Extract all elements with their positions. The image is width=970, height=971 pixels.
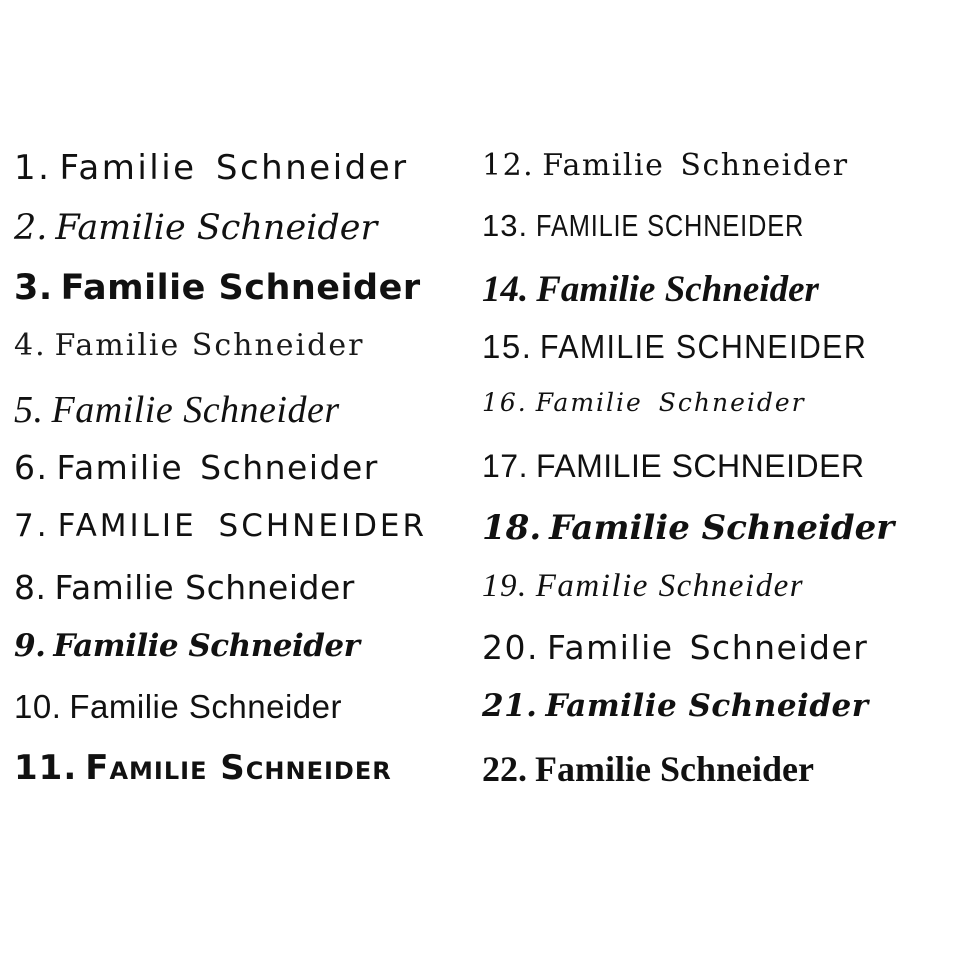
list-item-number: 17. <box>482 448 528 484</box>
list-item[interactable] <box>482 448 970 508</box>
list-item[interactable] <box>482 748 970 808</box>
list-item-sample: Familie Schneider <box>55 208 378 248</box>
list-item-sample: Familie Schneider <box>60 268 421 308</box>
list-item-sample: Familie Schneider <box>546 628 869 667</box>
list-item-number: 21. <box>482 688 538 724</box>
list-item-number: 8. <box>14 568 47 607</box>
list-item-number: 2. <box>14 208 48 248</box>
list-item-number: 20. <box>482 628 539 667</box>
list-item-number: 9. <box>14 628 46 664</box>
list-item[interactable] <box>482 148 970 208</box>
list-item-number: 11. <box>14 748 78 788</box>
list-item-number: 12. <box>482 148 535 183</box>
list-item[interactable] <box>482 388 970 448</box>
list-item[interactable] <box>14 508 480 568</box>
list-item-number: 3. <box>14 268 53 308</box>
list-item[interactable] <box>14 568 480 628</box>
list-item-number: 6. <box>14 448 49 487</box>
list-item-sample: Familie Schneider <box>542 148 849 183</box>
list-item-sample: Familie Schneider <box>53 628 360 664</box>
list-item[interactable] <box>482 268 970 328</box>
list-item-sample: Familie Schneider <box>549 508 895 548</box>
list-item-number: 14. <box>482 269 529 310</box>
list-item-sample: Familie Schneider <box>51 389 340 431</box>
list-item-sample: Familie Schneider <box>56 448 379 487</box>
list-item-number: 19. <box>482 568 528 604</box>
list-item-sample: Familie Schneider <box>535 388 806 417</box>
list-item-sample: FAMILIE SCHNEIDER <box>535 448 865 484</box>
list-item-sample: FAMILIE SCHNEIDER <box>57 508 428 544</box>
list-item[interactable] <box>482 628 970 688</box>
list-item[interactable] <box>482 328 970 388</box>
list-item[interactable] <box>14 388 480 448</box>
list-item[interactable] <box>14 628 480 688</box>
list-item[interactable] <box>482 208 970 268</box>
list-item-number: 4. <box>14 328 47 363</box>
list-item-sample: FAMILIE SCHNEIDER <box>536 208 805 243</box>
list-item[interactable] <box>482 688 970 748</box>
list-item-sample: Familie Schneider <box>85 748 392 788</box>
list-item[interactable] <box>482 568 970 628</box>
list-item-number: 13. <box>482 208 529 243</box>
list-item-number: 5. <box>14 389 44 431</box>
font-sample-columns <box>0 148 970 808</box>
list-item-number: 16. <box>482 388 528 417</box>
list-item[interactable] <box>14 268 480 328</box>
list-item-sample: Familie Schneider <box>54 328 365 363</box>
list-item-number: 15. <box>482 328 533 365</box>
list-item-sample: Familie Schneider <box>535 568 805 604</box>
list-item-number: 22. <box>482 749 527 789</box>
list-item-sample: Familie Schneider <box>54 568 355 607</box>
list-item[interactable] <box>14 448 480 508</box>
list-item-number: 10. <box>14 688 62 725</box>
font-sample-column-right <box>480 148 970 808</box>
list-item-sample: Familie Schneider <box>59 148 409 188</box>
font-sample-column-left <box>0 148 480 808</box>
list-item-number: 1. <box>14 148 52 188</box>
list-item-number: 7. <box>14 508 50 544</box>
list-item-sample: FAMILIE SCHNEIDER <box>540 328 868 365</box>
list-item[interactable] <box>14 148 480 208</box>
list-item[interactable] <box>14 328 480 388</box>
list-item-number: 18. <box>482 508 542 548</box>
list-item-sample: Familie Schneider <box>69 688 342 725</box>
list-item[interactable] <box>482 508 970 568</box>
list-item-sample: Familie Schneider <box>535 749 814 789</box>
list-item-sample: Familie Schneider <box>545 688 869 724</box>
list-item-sample: Familie Schneider <box>536 269 819 310</box>
list-item[interactable] <box>14 208 480 268</box>
list-item[interactable] <box>14 688 480 748</box>
list-item[interactable] <box>14 748 480 808</box>
